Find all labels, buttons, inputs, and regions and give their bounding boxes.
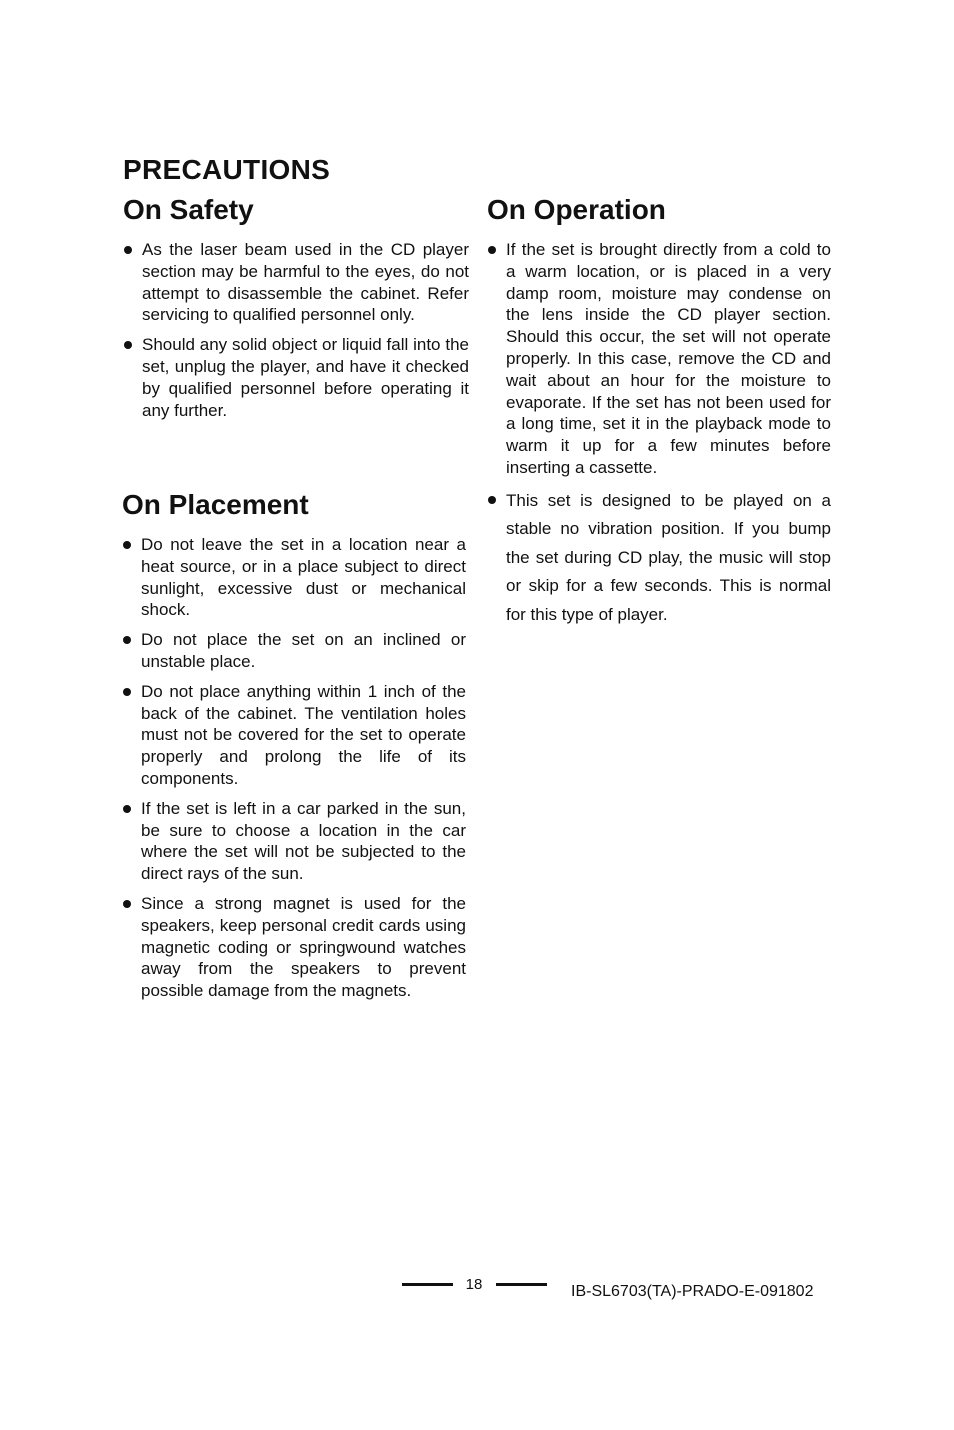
footer-rule-right	[496, 1283, 547, 1286]
list-item-text: Do not place anything within 1 inch of the back of the cabinet. The ventilation holes must not be covered for the set to operate properly and prolong the life of its components.	[141, 681, 466, 788]
list-item-text: Since a strong magnet is used for the speakers, keep personal credit cards using magnetic coding or springwound watches away from the speakers to prevent possible damage from the magnets.	[141, 893, 466, 1001]
list-item-text: If the set is brought directly from a cold to a warm location, or is placed in a very damp room, moisture may condense on the lens inside the CD player section. Should this occur, the set will not operate properly. In this case, remove the CD and wait about an hour for the moisture to evaporate. If the set has not been used for a long time, set it in the playback mode to warm it up for a few minutes before inserting a cassette.	[506, 240, 831, 477]
footer-rule-left	[402, 1283, 453, 1286]
bullet-icon	[123, 805, 131, 813]
on-safety-section	[123, 193, 469, 429]
bullet-icon	[488, 496, 496, 504]
list-item-text: If the set is left in a car parked in the sun, be sure to choose a location in the car where the set will not be subjected to the direct rays of the sun.	[141, 798, 466, 884]
list-item-text: This set is designed to be played on a stable no vibration position. If you bump the set during CD play, the music will stop or skip for a few seconds. This is normal for this type of player.	[506, 490, 831, 624]
on-safety-heading: On Safety	[123, 194, 254, 225]
list-item-text: Do not place the set on an inclined or unstable place.	[141, 630, 466, 671]
list-item	[122, 681, 466, 790]
bullet-icon	[123, 636, 131, 644]
bullet-icon	[123, 541, 131, 549]
on-operation-heading: On Operation	[487, 194, 666, 225]
list-item	[123, 239, 469, 326]
page-footer	[0, 1270, 954, 1310]
list-item-text: Do not leave the set in a location near a heat source, or in a place subject to direct sunlight, excessive dust or mechanical shock.	[141, 535, 466, 620]
bullet-icon	[124, 246, 132, 254]
bullet-icon	[124, 341, 132, 349]
bullet-icon	[123, 688, 131, 696]
bullet-icon	[123, 900, 131, 908]
page-title: PRECAUTIONS	[123, 154, 331, 185]
list-item	[122, 798, 466, 885]
on-operation-list	[487, 239, 831, 629]
list-item-text: Should any solid object or liquid fall into the set, unplug the player, and have it checked by qualified personnel before operating it any further.	[142, 335, 469, 420]
on-placement-heading: On Placement	[122, 489, 309, 520]
list-item	[487, 487, 831, 630]
on-placement-list	[122, 534, 466, 1002]
list-item-text: As the laser beam used in the CD player section may be harmful to the eyes, do not attempt to disassemble the cabinet. Refer servicing to qualified personnel only.	[142, 240, 469, 325]
list-item	[122, 534, 466, 621]
document-code: IB-SL6703(TA)-PRADO-E-091802	[571, 1283, 814, 1300]
list-item	[122, 893, 466, 1002]
list-item	[122, 629, 466, 673]
on-placement-section	[122, 488, 466, 1010]
list-item	[487, 239, 831, 479]
on-safety-list	[123, 239, 469, 421]
on-operation-section	[487, 193, 831, 637]
list-item	[123, 334, 469, 421]
bullet-icon	[488, 246, 496, 254]
page-number: 18	[465, 1276, 483, 1293]
